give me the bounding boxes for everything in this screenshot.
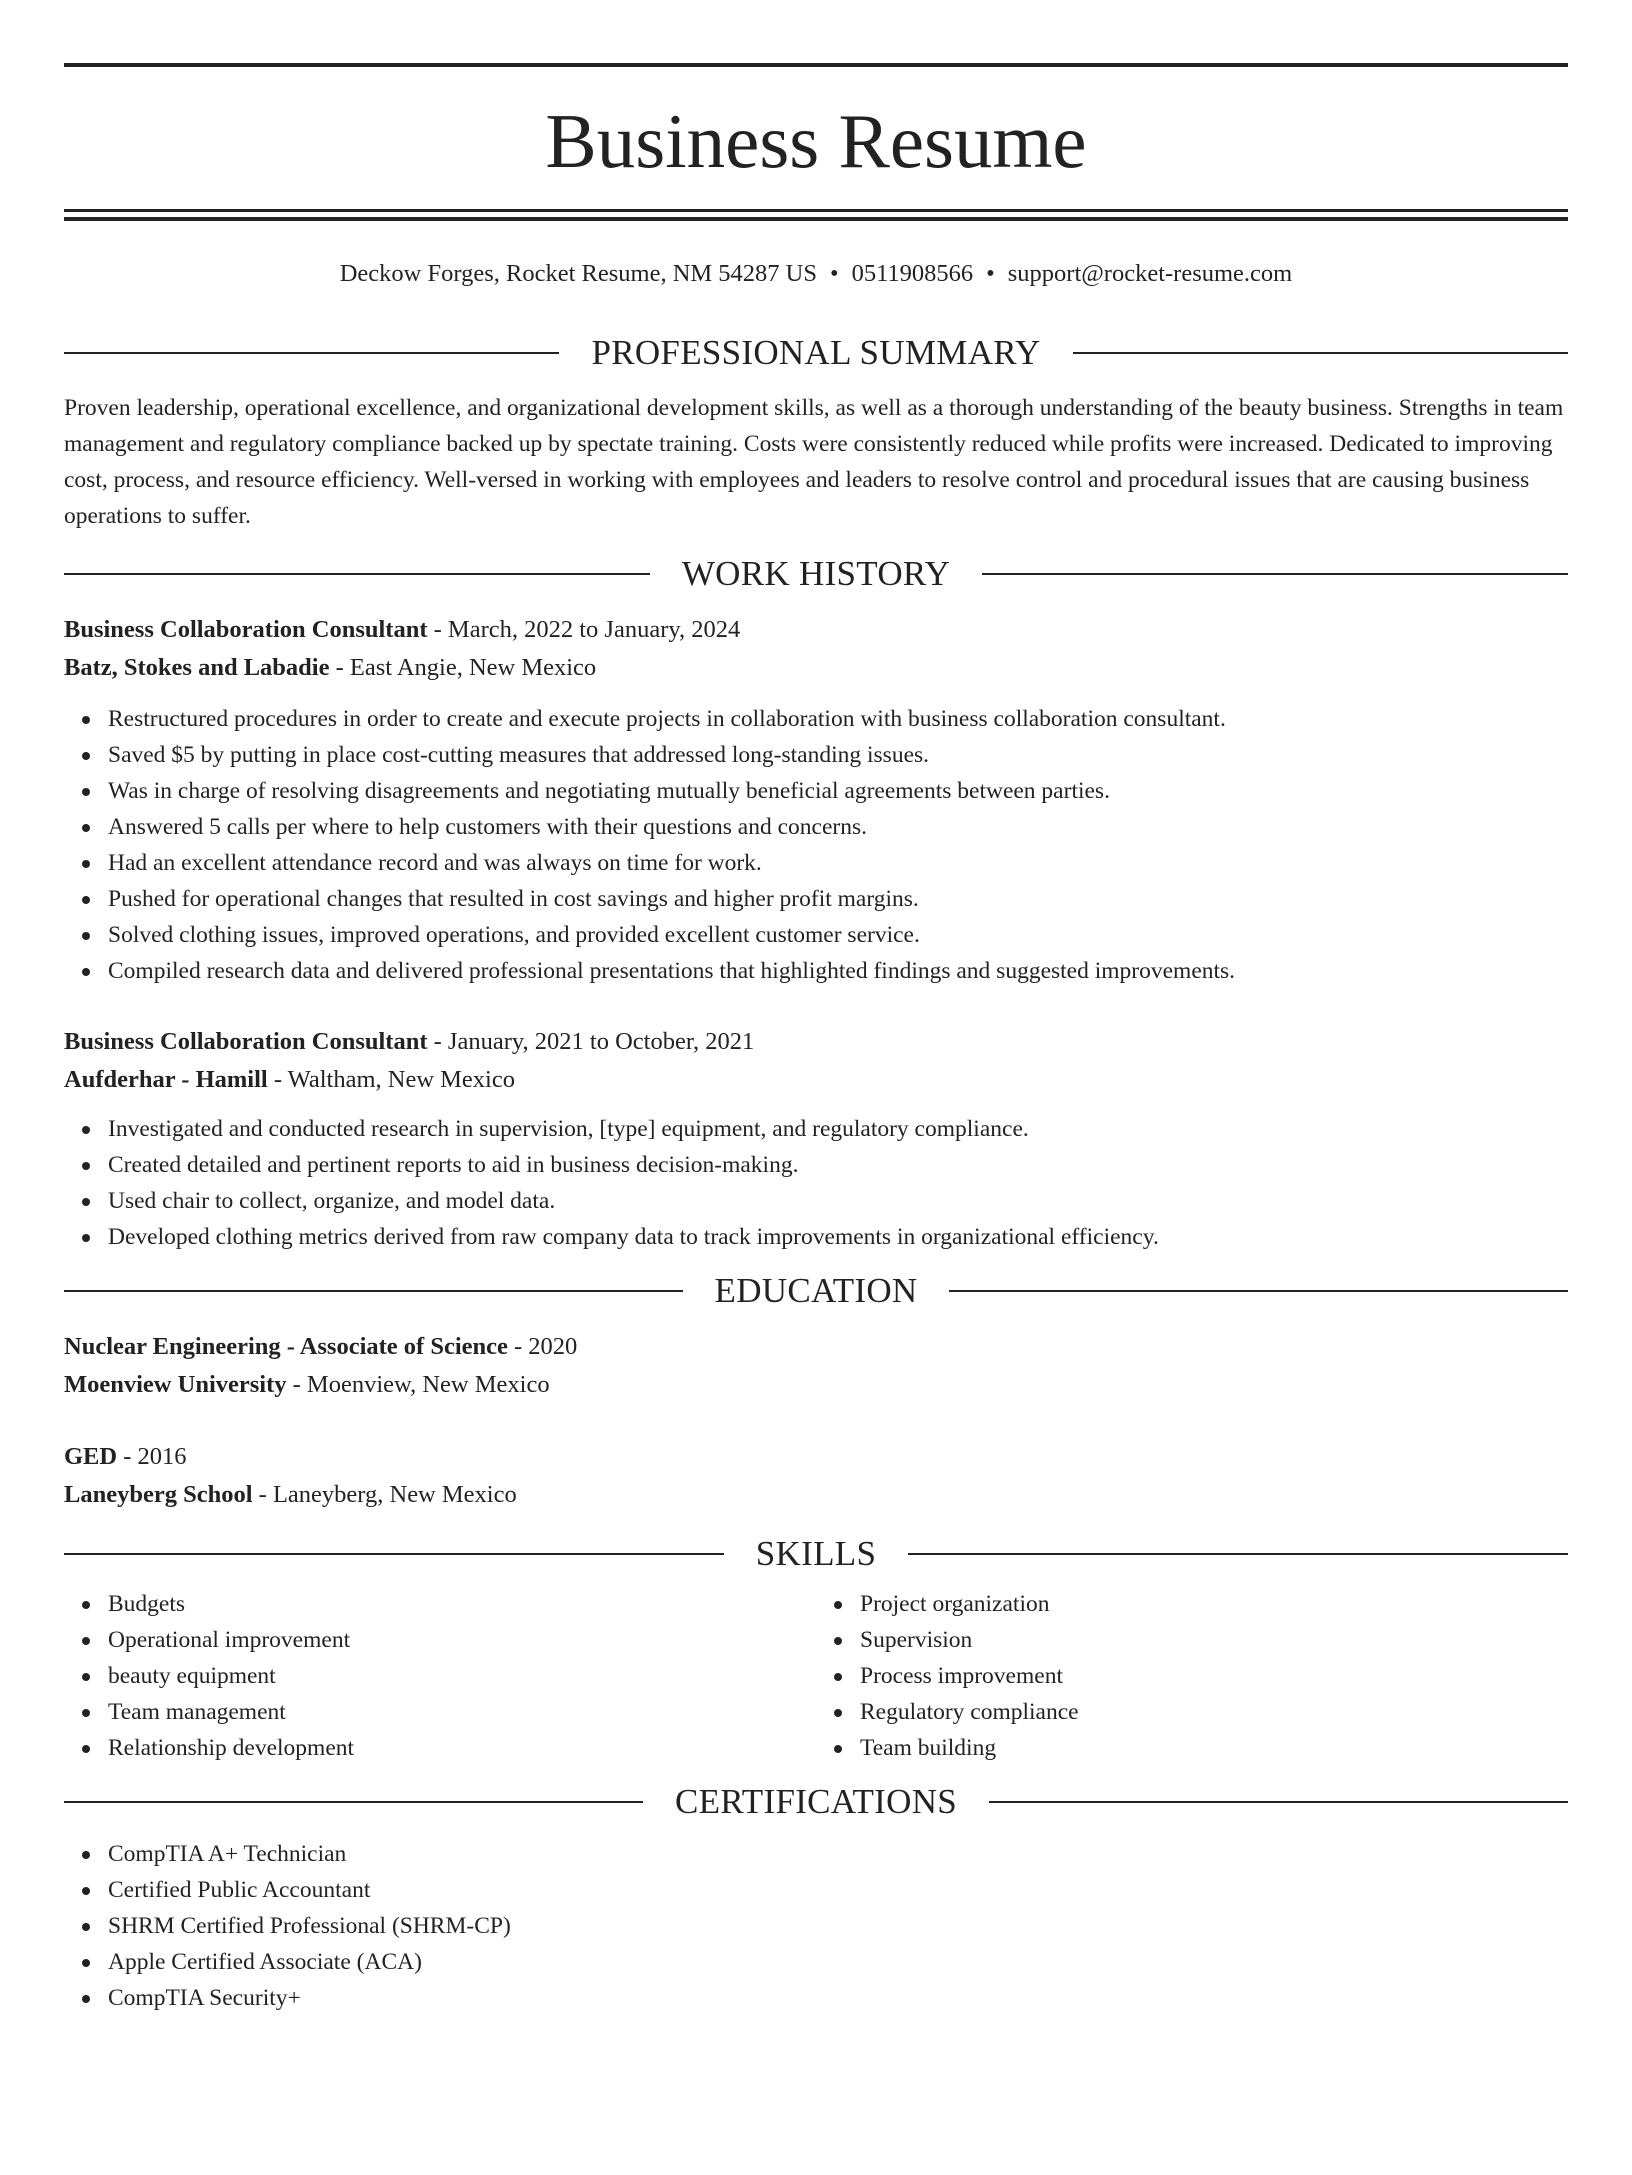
job-place-line <box>64 1061 1568 1099</box>
job-bullets <box>64 1111 1568 1255</box>
education-entry <box>64 1328 1568 1404</box>
education-location: - Moenview, New Mexico <box>286 1371 550 1398</box>
job-company: Batz, Stokes and Labadie <box>64 654 330 681</box>
job-bullet: Saved $5 by putting in place cost-cutting measures that addressed long-standing issues. <box>108 737 1568 773</box>
skills-list-right <box>816 1586 1568 1766</box>
job-bullet: Restructured procedures in order to create and execute projects in collaboration with business collaboration consultant. <box>108 701 1568 737</box>
job-place-line <box>64 649 1568 687</box>
heading-rule-right <box>982 573 1568 575</box>
job-company: Aufderhar - Hamill <box>64 1066 268 1093</box>
education-degree: GED <box>64 1443 118 1470</box>
section-title: SKILLS <box>755 1534 877 1573</box>
job-location: - Waltham, New Mexico <box>267 1066 515 1093</box>
education-school-line <box>64 1476 1568 1514</box>
section-title: CERTIFICATIONS <box>674 1782 958 1821</box>
title-double-rule <box>64 209 1568 221</box>
heading-rule-left <box>64 573 650 575</box>
section-title: EDUCATION <box>714 1271 918 1310</box>
job-bullet: Used chair to collect, organize, and model data. <box>108 1183 1568 1219</box>
job-bullet: Created detailed and pertinent reports to aid in business decision-making. <box>108 1147 1568 1183</box>
contact-phone: 0511908566 <box>851 260 974 287</box>
education-school: Laneyberg School <box>64 1481 253 1508</box>
heading-rule-left <box>64 1553 724 1555</box>
skill-item: beauty equipment <box>108 1658 816 1694</box>
contact-separator: • <box>830 260 839 287</box>
job-title-line <box>64 1023 1568 1061</box>
education-degree: Nuclear Engineering - Associate of Science <box>64 1333 508 1360</box>
heading-rule-left <box>64 1290 683 1292</box>
job-dates: - March, 2022 to January, 2024 <box>427 616 741 643</box>
job-bullet: Solved clothing issues, improved operations, and provided excellent customer service. <box>108 917 1568 953</box>
resume-page <box>0 63 1632 2175</box>
education-entry <box>64 1438 1568 1514</box>
heading-rule-right <box>1073 352 1568 354</box>
job-bullet: Pushed for operational changes that resulted in cost savings and higher profit margins. <box>108 881 1568 917</box>
education-school-line <box>64 1366 1568 1404</box>
job-entry <box>64 1023 1568 1255</box>
job-title: Business Collaboration Consultant <box>64 1028 428 1055</box>
skill-item: Supervision <box>860 1622 1568 1658</box>
contact-email: support@rocket-resume.com <box>1007 260 1293 287</box>
skill-item: Project organization <box>860 1586 1568 1622</box>
section-heading-summary <box>64 333 1568 373</box>
heading-rule-right <box>949 1290 1568 1292</box>
certifications-list <box>64 1836 1568 2016</box>
job-location: - East Angie, New Mexico <box>329 654 597 681</box>
section-heading-certifications <box>64 1782 1568 1822</box>
skill-item: Operational improvement <box>108 1622 816 1658</box>
skill-item: Process improvement <box>860 1658 1568 1694</box>
section-heading-skills <box>64 1534 1568 1574</box>
skill-item: Team management <box>108 1694 816 1730</box>
section-heading-work <box>64 554 1568 594</box>
certification-item: SHRM Certified Professional (SHRM-CP) <box>108 1908 1568 1944</box>
skills-list-left <box>64 1586 816 1766</box>
job-dates: - January, 2021 to October, 2021 <box>427 1028 755 1055</box>
heading-rule-left <box>64 352 559 354</box>
job-entry <box>64 611 1568 989</box>
section-title: PROFESSIONAL SUMMARY <box>591 333 1041 372</box>
contact-address: Deckow Forges, Rocket Resume, NM 54287 US <box>339 260 817 287</box>
job-title: Business Collaboration Consultant <box>64 616 428 643</box>
job-bullet: Investigated and conducted research in supervision, [type] equipment, and regulatory compliance. <box>108 1111 1568 1147</box>
skill-item: Regulatory compliance <box>860 1694 1568 1730</box>
education-year: - 2020 <box>507 1333 578 1360</box>
certification-item: CompTIA A+ Technician <box>108 1836 1568 1872</box>
heading-rule-right <box>908 1553 1568 1555</box>
resume-title: Business Resume <box>545 98 1087 184</box>
job-bullets <box>64 701 1568 989</box>
job-bullet: Compiled research data and delivered professional presentations that highlighted findings and suggested improvements. <box>108 953 1568 989</box>
heading-rule-right <box>989 1801 1568 1803</box>
contact-separator: • <box>986 260 995 287</box>
section-heading-education <box>64 1271 1568 1311</box>
certification-item: Certified Public Accountant <box>108 1872 1568 1908</box>
education-location: - Laneyberg, New Mexico <box>252 1481 517 1508</box>
contact-line <box>64 257 1568 291</box>
education-year: - 2016 <box>117 1443 187 1470</box>
education-degree-line <box>64 1438 1568 1476</box>
skill-item: Team building <box>860 1730 1568 1766</box>
section-title: WORK HISTORY <box>681 554 951 593</box>
certification-item: Apple Certified Associate (ACA) <box>108 1944 1568 1980</box>
education-school: Moenview University <box>64 1371 287 1398</box>
job-bullet: Had an excellent attendance record and was always on time for work. <box>108 845 1568 881</box>
summary-text: Proven leadership, operational excellence, and organizational development skills, as well as a thorough understanding of the beauty business. Strengths in team management and regulatory compliance backed up by spectate training. Costs were consistently reduced while profits were increased. Dedicated to improving cost, process, and resource efficiency. Well-versed in working with employees and leaders to resolve control and procedural issues that are causing business operations to suffer. <box>64 395 1564 529</box>
education-degree-line <box>64 1328 1568 1366</box>
job-bullet: Developed clothing metrics derived from raw company data to track improvements in organizational efficiency. <box>108 1219 1568 1255</box>
job-bullet: Answered 5 calls per where to help customers with their questions and concerns. <box>108 809 1568 845</box>
certification-item: CompTIA Security+ <box>108 1980 1568 2016</box>
job-bullet: Was in charge of resolving disagreements and negotiating mutually beneficial agreements between parties. <box>108 773 1568 809</box>
heading-rule-left <box>64 1801 643 1803</box>
skills-columns <box>64 1586 1568 1766</box>
job-title-line <box>64 611 1568 649</box>
skill-item: Budgets <box>108 1586 816 1622</box>
skill-item: Relationship development <box>108 1730 816 1766</box>
